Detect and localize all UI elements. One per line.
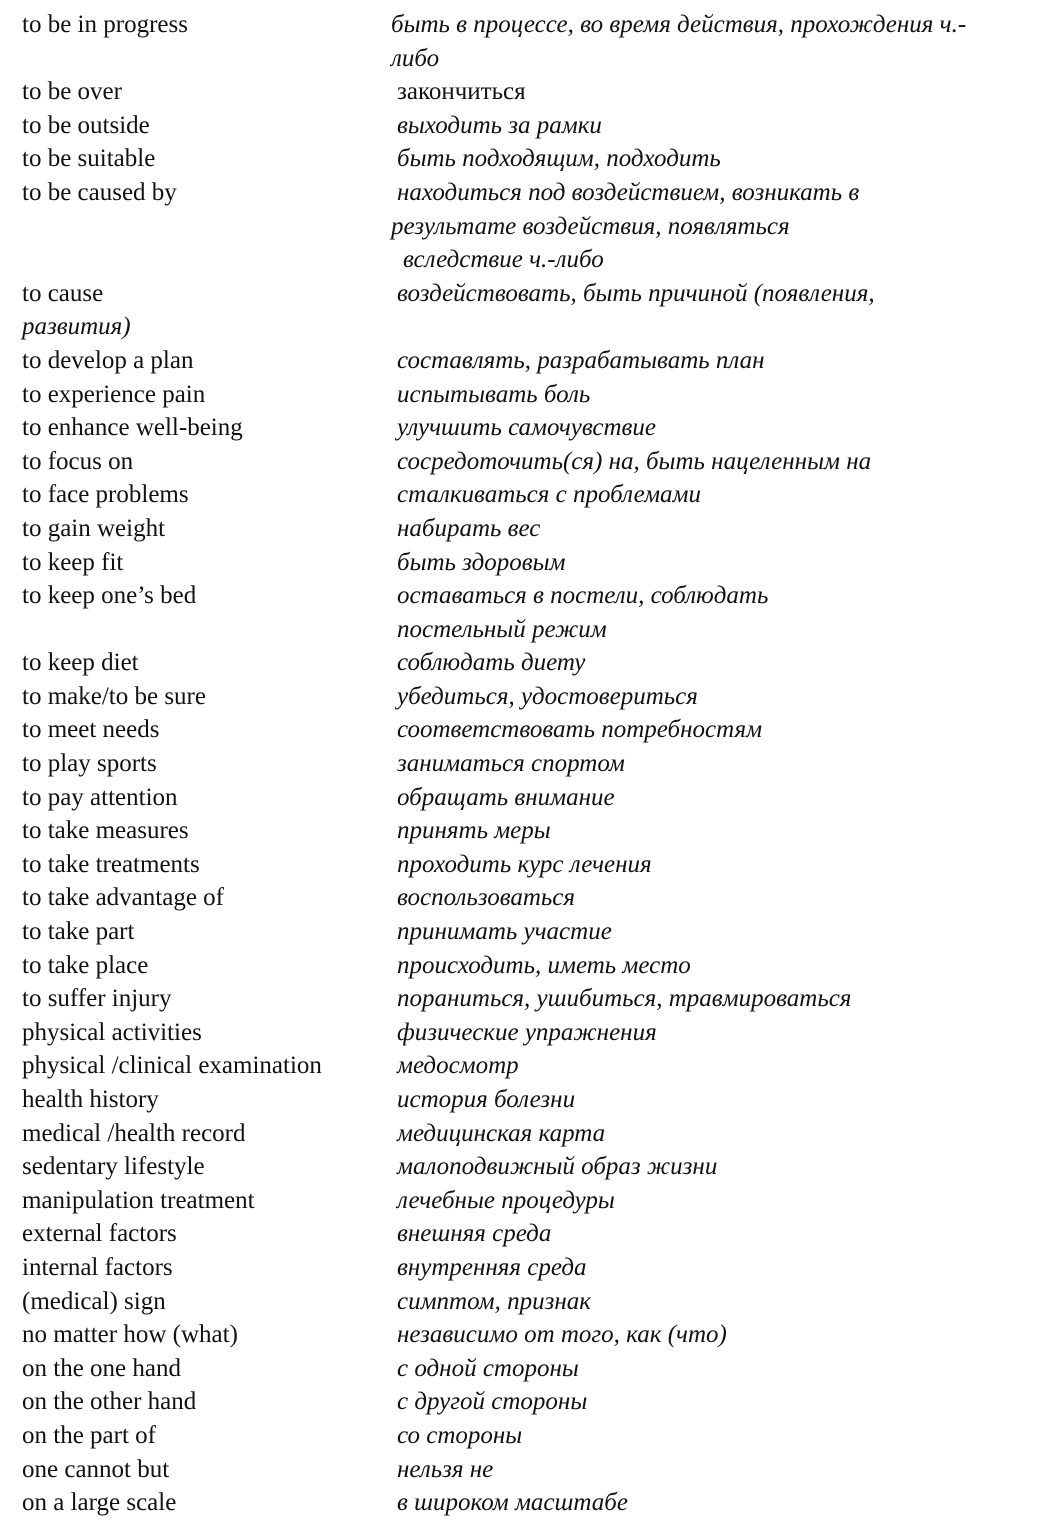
russian-translation: медицинская карта <box>397 1119 606 1147</box>
russian-translation: сосредоточить(ся) на, быть нацеленным на <box>397 447 872 475</box>
english-term: to be in progress <box>22 11 188 38</box>
english-term: manipulation treatment <box>22 1186 255 1214</box>
english-term: to gain weight <box>22 514 166 542</box>
english-term: to make/to be sure <box>22 682 206 710</box>
russian-translation: набирать вес <box>397 514 541 542</box>
russian-translation: происходить, иметь место <box>397 951 691 979</box>
english-term: to be over <box>22 78 122 106</box>
english-term: to develop a plan <box>22 346 194 374</box>
russian-translation: независимо от того, как (что) <box>397 1321 727 1349</box>
english-term: to be caused by <box>22 178 177 206</box>
russian-translation: улучшить самочувствие <box>397 414 656 442</box>
glossary-row <box>0 512 1062 546</box>
russian-translation: физические упражнения <box>397 1018 657 1046</box>
glossary-row <box>0 1453 1062 1487</box>
glossary-row <box>0 1016 1062 1050</box>
glossary-row <box>0 411 1062 445</box>
russian-translation: заниматься спортом <box>397 750 625 778</box>
russian-translation: принимать участие <box>397 918 612 946</box>
glossary-row <box>0 1385 1062 1419</box>
english-term: one cannot but <box>22 1455 170 1483</box>
english-term: on the other hand <box>22 1388 197 1416</box>
russian-translation: результате воздействия, появляться <box>391 212 790 240</box>
russian-translation: нельзя не <box>397 1455 494 1483</box>
russian-translation: с другой стороны <box>397 1388 588 1416</box>
english-term: to keep diet <box>22 649 139 677</box>
glossary-row <box>0 478 1062 512</box>
russian-translation: история болезни <box>397 1086 576 1113</box>
russian-translation: закончиться <box>397 78 526 106</box>
glossary-row <box>0 680 1062 714</box>
russian-translation: внутренняя среда <box>397 1253 587 1281</box>
glossary-row <box>0 243 1062 277</box>
english-term: no matter how (what) <box>22 1321 238 1349</box>
english-term: to take treatments <box>22 850 200 878</box>
english-term: sedentary lifestyle <box>22 1153 205 1181</box>
glossary-row <box>0 915 1062 949</box>
glossary-row <box>0 210 1062 244</box>
english-term: to be suitable <box>22 145 156 173</box>
glossary-row <box>0 310 1062 344</box>
russian-translation-continuation: развития) <box>22 313 131 341</box>
russian-translation: в широком масштабе <box>397 1489 628 1517</box>
russian-translation: с одной стороны <box>397 1354 579 1382</box>
english-term: on a large scale <box>22 1489 177 1517</box>
english-term: on the one hand <box>22 1354 181 1382</box>
glossary-row <box>0 1419 1062 1453</box>
english-term: to cause <box>22 279 104 307</box>
english-term: health history <box>22 1086 159 1113</box>
glossary-row <box>0 75 1062 109</box>
glossary-row <box>0 579 1062 613</box>
english-term: to face problems <box>22 481 189 509</box>
glossary-row <box>0 1251 1062 1285</box>
russian-translation: принять меры <box>397 817 551 845</box>
russian-translation: оставаться в постели, соблюдать <box>397 582 769 610</box>
glossary-row <box>0 1486 1062 1520</box>
russian-translation: со стороны <box>397 1421 523 1449</box>
russian-translation: лечебные процедуры <box>397 1186 615 1214</box>
english-term: to keep fit <box>22 548 124 576</box>
english-term: to enhance well-being <box>22 414 243 442</box>
english-term: on the part of <box>22 1421 156 1449</box>
glossary-row <box>0 814 1062 848</box>
glossary-row <box>0 713 1062 747</box>
russian-translation: соблюдать диету <box>397 649 586 677</box>
glossary-row <box>0 546 1062 580</box>
russian-translation: проходить курс лечения <box>397 850 652 878</box>
english-term: to pay attention <box>22 783 178 811</box>
english-term: medical /health record <box>22 1119 246 1147</box>
russian-translation: обращать внимание <box>397 783 615 811</box>
russian-translation: составлять, разрабатывать план <box>397 346 765 374</box>
russian-translation: воздействовать, быть причиной (появления, <box>397 279 875 307</box>
glossary-row <box>0 1117 1062 1151</box>
russian-translation: быть здоровым <box>397 548 566 576</box>
glossary-row <box>0 176 1062 210</box>
russian-translation: находиться под воздействием, возникать в <box>397 178 860 206</box>
glossary-row <box>0 1217 1062 1251</box>
russian-translation: медосмотр <box>397 1052 519 1080</box>
english-term: (medical) sign <box>22 1287 166 1315</box>
glossary-row <box>0 1285 1062 1319</box>
glossary-row <box>0 378 1062 412</box>
english-term: physical /clinical examination <box>22 1052 322 1080</box>
english-term: physical activities <box>22 1018 202 1046</box>
glossary-row <box>0 1352 1062 1386</box>
glossary-row <box>0 142 1062 176</box>
glossary-row <box>0 445 1062 479</box>
glossary-row <box>0 1150 1062 1184</box>
glossary-row <box>0 949 1062 983</box>
russian-translation: выходить за рамки <box>397 111 602 139</box>
glossary-row <box>0 8 1062 42</box>
glossary-row <box>0 881 1062 915</box>
glossary-row <box>0 646 1062 680</box>
glossary-row <box>0 42 1062 76</box>
glossary-row <box>0 747 1062 781</box>
russian-translation: убедиться, удостовериться <box>397 682 698 710</box>
english-term: to be outside <box>22 111 150 139</box>
glossary-page <box>0 8 1062 1520</box>
english-term: internal factors <box>22 1253 173 1281</box>
english-term: to take measures <box>22 817 189 845</box>
glossary-row <box>0 277 1062 311</box>
russian-translation: либо <box>391 44 440 72</box>
russian-translation: малоподвижный образ жизни <box>397 1153 718 1181</box>
russian-translation: быть подходящим, подходить <box>397 145 721 173</box>
glossary-row <box>0 344 1062 378</box>
english-term: external factors <box>22 1220 177 1248</box>
english-term: to play sports <box>22 750 157 778</box>
glossary-row <box>0 1318 1062 1352</box>
russian-translation: вследствие ч.-либо <box>403 246 604 274</box>
russian-translation: испытывать боль <box>397 380 591 408</box>
english-term: to focus on <box>22 447 134 475</box>
russian-translation: пораниться, ушибиться, травмироваться <box>397 985 852 1013</box>
glossary-row <box>0 1083 1062 1117</box>
glossary-row <box>0 1184 1062 1218</box>
english-term: to experience pain <box>22 380 206 408</box>
russian-translation: симптом, признак <box>397 1287 591 1315</box>
glossary-row <box>0 848 1062 882</box>
russian-translation: внешняя среда <box>397 1220 552 1248</box>
russian-translation: сталкиваться с проблемами <box>397 481 702 509</box>
russian-translation: постельный режим <box>397 615 607 643</box>
russian-translation: быть в процессе, во время действия, прохождения ч.- <box>391 11 967 38</box>
glossary-row <box>0 613 1062 647</box>
english-term: to keep one’s bed <box>22 582 197 610</box>
russian-translation: воспользоваться <box>397 884 576 912</box>
glossary-row <box>0 109 1062 143</box>
glossary-row <box>0 982 1062 1016</box>
russian-translation: соответствовать потребностям <box>397 716 763 744</box>
english-term: to suffer injury <box>22 985 172 1013</box>
english-term: to meet needs <box>22 716 160 744</box>
glossary-row <box>0 781 1062 815</box>
glossary-row <box>0 1049 1062 1083</box>
english-term: to take part <box>22 918 135 946</box>
english-term: to take advantage of <box>22 884 224 912</box>
english-term: to take place <box>22 951 149 979</box>
